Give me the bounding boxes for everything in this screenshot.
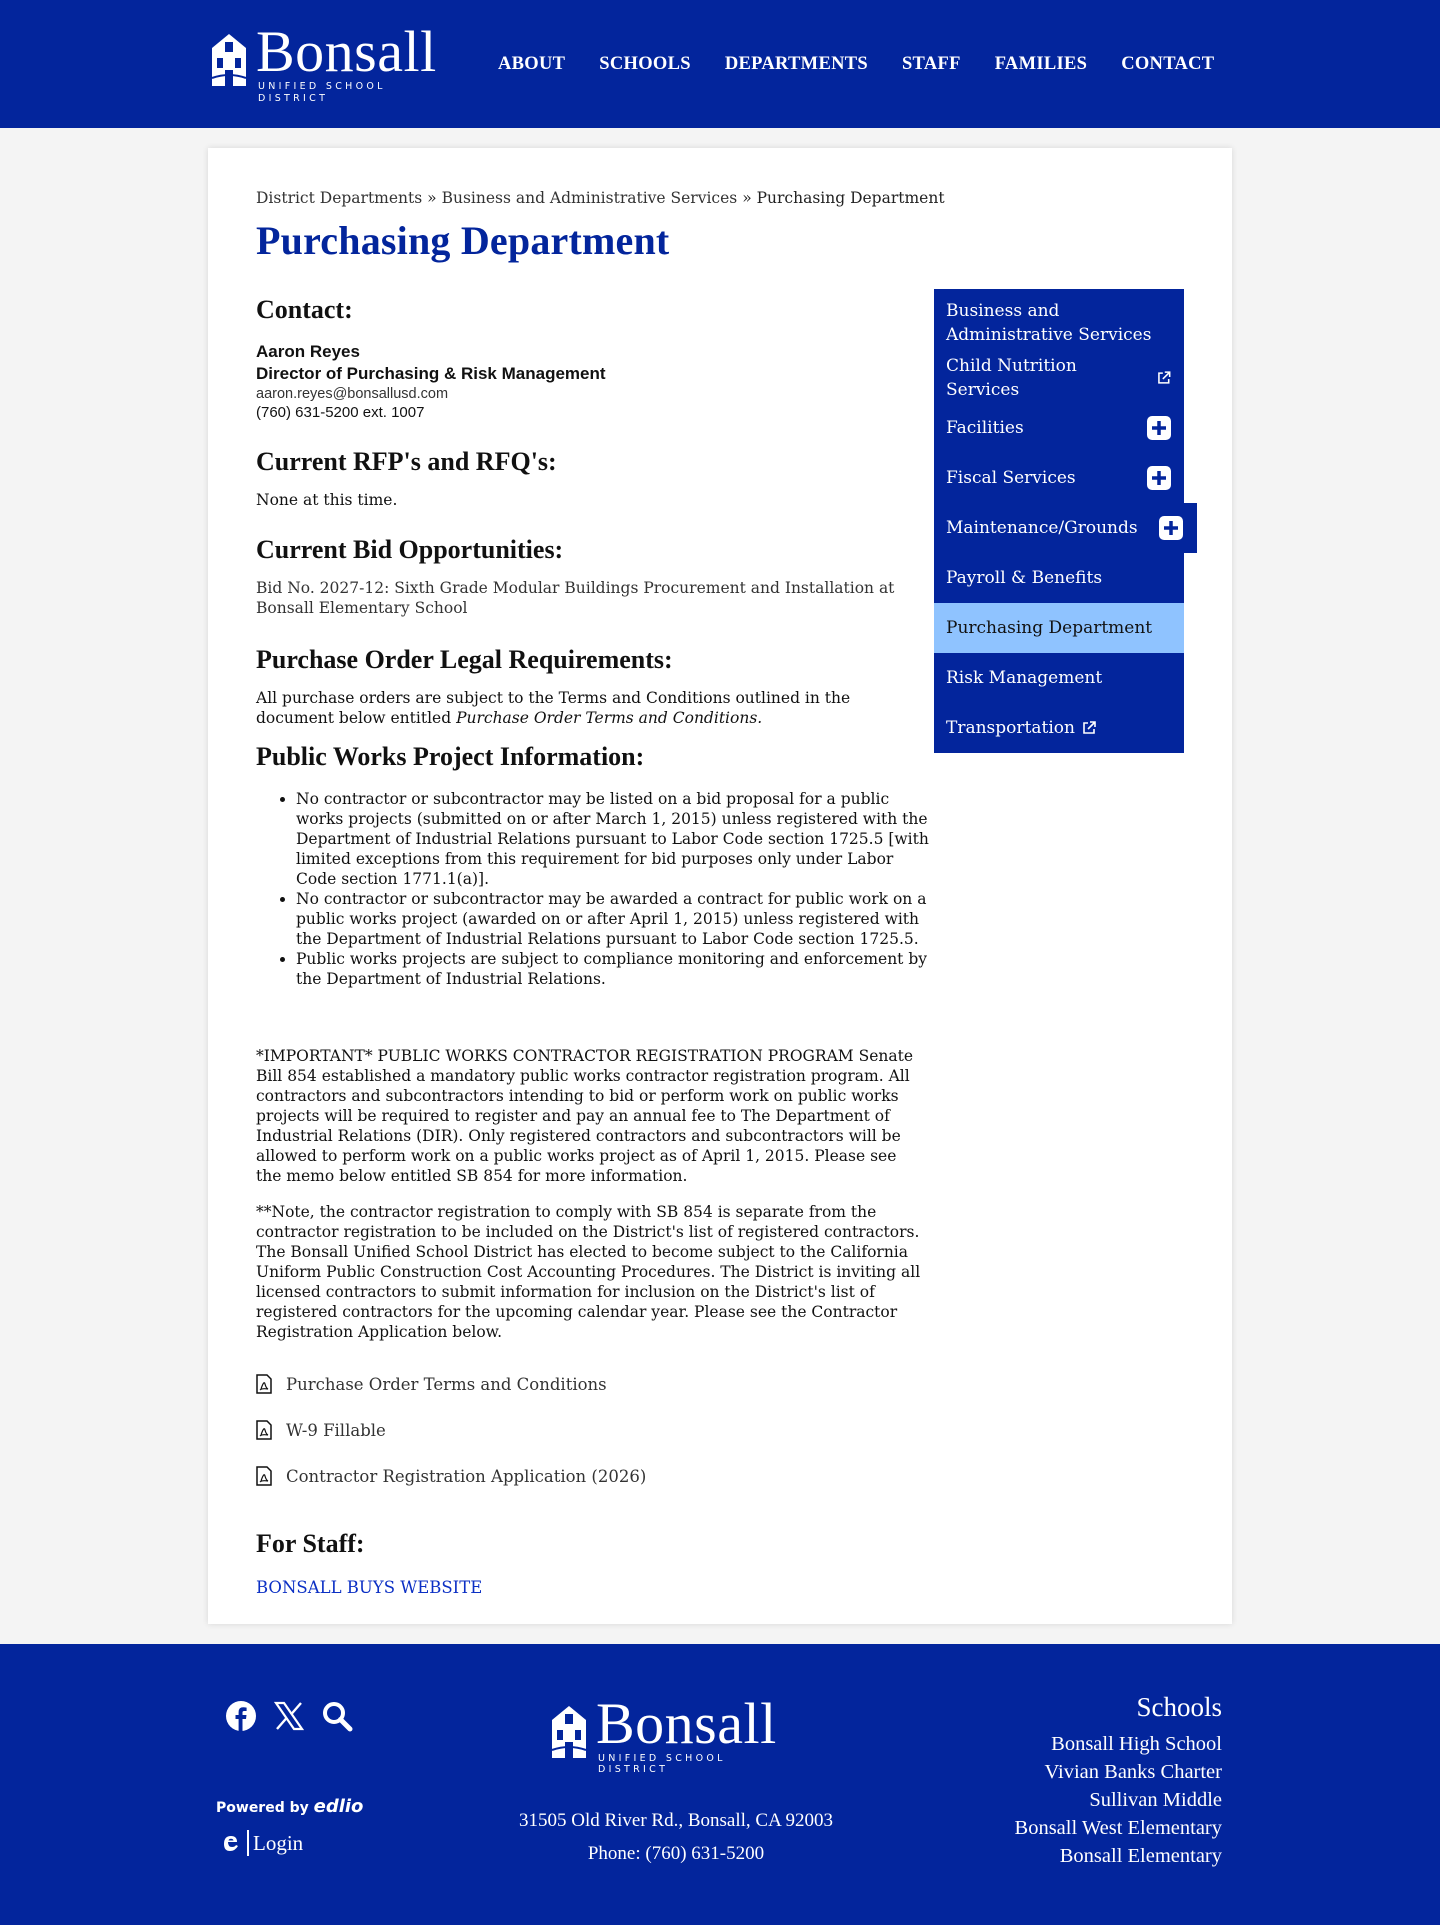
public-works-list [256, 789, 936, 989]
login-link[interactable]: Login [253, 1830, 304, 1855]
po-legal-text-italic: Purchase Order Terms and Conditions. [456, 709, 763, 727]
pdf-icon [256, 1420, 272, 1440]
nav-schools[interactable]: SCHOOLS [599, 54, 691, 74]
department-side-nav [934, 289, 1184, 753]
staff-heading: For Staff: [256, 1529, 365, 1558]
public-works-heading: Public Works Project Information: [256, 742, 645, 771]
school-link-sullivan-middle[interactable]: Sullivan Middle [1089, 1789, 1222, 1811]
site-footer [0, 1644, 1440, 1925]
main-nav [498, 52, 1248, 76]
rfp-heading: Current RFP's and RFQ's: [256, 447, 557, 476]
sidebar-item-label: Maintenance/Grounds [946, 518, 1138, 538]
breadcrumb-business-services[interactable]: Business and Administrative Services [441, 189, 738, 207]
sidebar-item-transportation[interactable] [934, 703, 1184, 753]
contact-block [256, 341, 606, 422]
document-list [256, 1372, 646, 1488]
plus-icon[interactable] [1146, 465, 1172, 491]
sidebar-item-label: Transportation [946, 718, 1075, 738]
rfp-text: None at this time. [256, 491, 398, 509]
address-link[interactable]: 31505 Old River Rd., Bonsall, CA 92003 [518, 1810, 834, 1831]
school-link-bonsall-west[interactable]: Bonsall West Elementary [1014, 1817, 1222, 1839]
footer-logo-subtitle: UNIFIED SCHOOL DISTRICT [598, 1753, 726, 1775]
sidebar-item-label: Risk Management [946, 668, 1103, 688]
social-links [225, 1700, 353, 1732]
important-notice: *IMPORTANT* PUBLIC WORKS CONTRACTOR REGISTRATION PROGRAM Senate Bill 854 established a mandatory public works contractor registration program. All contractors and subcontractors intending to bid or perform work on public works projects will be required to register and pay an annual fee to The Department of Industrial Relations (DIR). Only registered contractors and subcontractors will be allowed to perform work on a public works project as of April 1, 2015. Please see the memo below entitled SB 854 for more information. [256, 1047, 914, 1185]
school-link-vivian-banks[interactable]: Vivian Banks Charter [1044, 1761, 1222, 1783]
school-link-bonsall-high[interactable]: Bonsall High School [1051, 1733, 1222, 1755]
nav-families[interactable]: FAMILIES [994, 54, 1088, 74]
nav-departments[interactable]: DEPARTMENTS [724, 54, 868, 74]
powered-by-edlio[interactable] [216, 1796, 363, 1817]
district-address [480, 1804, 872, 1870]
school-link-bonsall-elementary[interactable]: Bonsall Elementary [1059, 1845, 1222, 1867]
sidebar-item-label: Fiscal Services [946, 468, 1076, 488]
sidebar-item-label: Payroll & Benefits [946, 568, 1103, 588]
sidebar-item-label: Business and Administrative Services [946, 301, 1152, 345]
edlio-brand: edlio [313, 1796, 364, 1817]
building-logo-icon [208, 32, 250, 88]
content-card [208, 148, 1232, 1624]
powered-label: Powered by [216, 1800, 309, 1816]
list-item: • No contractor or subcontractor may be listed on a bid proposal for a public works projects (submitted on or after March 1, 2015) unless registered with the Department of Industrial Relations pursuant to Labor Code section 1725.5 [with limited exceptions from this requirement for bid purposes only under Labor Code section 1771.1(a)]. [296, 789, 936, 889]
sidebar-item-label: Facilities [946, 418, 1024, 438]
sidebar-item-purchasing[interactable] [934, 603, 1184, 653]
contact-email-link[interactable]: aaron.reyes@bonsallusd.com [256, 386, 449, 402]
breadcrumb [256, 188, 945, 208]
sidebar-item-business-services[interactable] [934, 289, 1184, 353]
doc-contractor-registration-link[interactable]: Contractor Registration Application (2026) [286, 1466, 647, 1486]
edlio-icon [221, 1832, 241, 1854]
sidebar-item-child-nutrition[interactable] [934, 353, 1184, 403]
registration-note: **Note, the contractor registration to comply with SB 854 is separate from the contractor registration to be included on the District's list of registered contractors. The Bonsall Unified School District has elected to become subject to the California Uniform Public Construction Cost Accounting Procedures. The District is inviting all licensed contractors to submit information for inclusion on the District's list of registered contractors for the upcoming calendar year. Please see the Contractor Registration Application below. [256, 1203, 921, 1341]
sidebar-item-risk-management[interactable] [934, 653, 1184, 703]
contact-phone: (760) 631-5200 ext. 1007 [256, 404, 425, 421]
x-icon[interactable] [273, 1700, 305, 1732]
breadcrumb-current: Purchasing Department [756, 189, 945, 207]
login-area [221, 1830, 303, 1856]
contact-heading: Contact: [256, 295, 353, 324]
breadcrumb-district-departments[interactable]: District Departments [256, 189, 423, 207]
pdf-icon [256, 1374, 272, 1394]
page-title: Purchasing Department [256, 218, 670, 263]
contact-role: Director of Purchasing & Risk Management [256, 364, 606, 383]
logo-wordmark: Bonsall [256, 19, 437, 84]
site-logo[interactable] [208, 19, 460, 104]
bonsall-buys-link[interactable]: BONSALL BUYS WEBSITE [256, 1578, 483, 1597]
list-item: • Public works projects are subject to compliance monitoring and enforcement by the Department of Industrial Relations. [296, 949, 936, 989]
nav-staff[interactable]: STAFF [901, 54, 961, 74]
sidebar-item-label: Purchasing Department [946, 618, 1153, 638]
site-header [0, 0, 1440, 128]
plus-icon[interactable] [1146, 415, 1172, 441]
sidebar-item-label: Child Nutrition Services [946, 356, 1077, 400]
phone-link[interactable]: (760) 631-5200 [645, 1843, 765, 1864]
schools-heading: Schools [1136, 1692, 1222, 1722]
footer-logo[interactable] [548, 1691, 802, 1775]
list-item: • No contractor or subcontractor may be awarded a contract for public work on a public works project (awarded on or after April 1, 2015) unless registered with the Department of Industrial Relations pursuant to Labor Code section 1725.5. [296, 889, 936, 949]
login-divider [247, 1830, 249, 1856]
document-item [256, 1464, 646, 1488]
po-legal-text-main: All purchase orders are subject to the Terms and Conditions outlined in the document below entitled [256, 689, 851, 727]
sidebar-item-fiscal-services[interactable] [934, 453, 1184, 503]
external-link-icon [1081, 720, 1097, 736]
footer-logo-wordmark: Bonsall [596, 1691, 777, 1756]
nav-about[interactable]: ABOUT [498, 54, 566, 74]
sidebar-item-payroll-benefits[interactable] [934, 553, 1184, 603]
external-link-icon [1156, 370, 1172, 386]
document-item [256, 1372, 646, 1396]
bid-link[interactable]: Bid No. 2027-12: Sixth Grade Modular Buildings Procurement and Installation at Bonsall Elementary School [256, 579, 895, 617]
po-legal-heading: Purchase Order Legal Requirements: [256, 645, 673, 674]
bids-heading: Current Bid Opportunities: [256, 535, 564, 564]
search-icon[interactable] [321, 1700, 353, 1732]
document-item [256, 1418, 646, 1442]
sidebar-item-maintenance-grounds[interactable] [934, 503, 1197, 553]
breadcrumb-separator: » [427, 189, 437, 207]
logo-subtitle: UNIFIED SCHOOL DISTRICT [258, 81, 386, 104]
phone-label: Phone: [587, 1843, 641, 1864]
doc-w9-link[interactable]: W-9 Fillable [286, 1420, 386, 1440]
schools-list [1015, 1688, 1222, 1870]
contact-name: Aaron Reyes [256, 342, 360, 361]
doc-po-terms-link[interactable]: Purchase Order Terms and Conditions [286, 1374, 607, 1394]
breadcrumb-separator: » [742, 189, 752, 207]
po-legal-text [256, 688, 926, 728]
building-logo-icon [548, 1704, 590, 1760]
facebook-icon[interactable] [225, 1700, 257, 1732]
sidebar-item-facilities[interactable] [934, 403, 1184, 453]
pdf-icon [256, 1466, 272, 1486]
plus-icon[interactable] [1158, 515, 1184, 541]
nav-contact[interactable]: CONTACT [1121, 54, 1215, 74]
